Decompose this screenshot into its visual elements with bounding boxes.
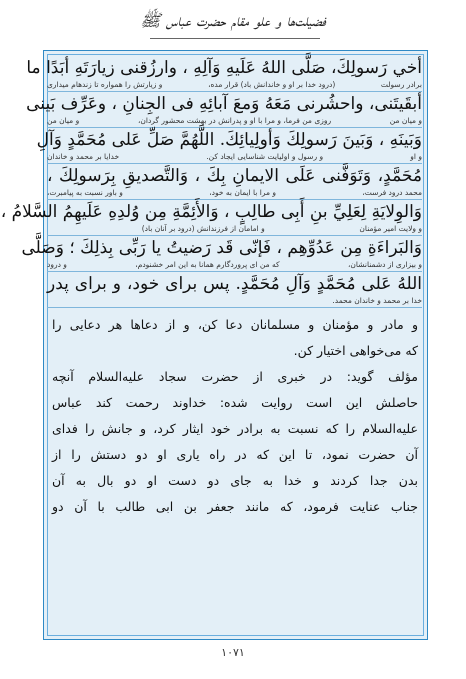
translation-line (47, 188, 422, 200)
translation-segment: محمد درود فرست، (362, 188, 422, 197)
prayer-line-1 (26, 56, 422, 92)
translation-segment: و باور نسبت به پیامبرت، (47, 188, 123, 197)
translation-segment: و میان من (389, 116, 422, 125)
body-line: که می‌خواهی اختیار کن. (293, 343, 418, 358)
body-line: علیه‌السلام را که نسبت به برادر خود ایثار کرد، و جانش را فدای (52, 421, 418, 436)
translation-segment: و او (410, 152, 422, 161)
translation-segment: و امامان از فرزندانش (درود بر آنان باد) (141, 224, 265, 233)
arabic-text: مُحَمَّدٍ، وَتَوَفَّنى عَلَى الايمانِ بِكَ ، وَالتَّصديقِ بِرَسولِكَ ، (47, 166, 422, 186)
translation-segment: و ولایت امیر مؤمنان (359, 224, 422, 233)
translation-line (47, 224, 422, 236)
body-line: و مادر و مؤمنان و مسلمانان دعا کن، و از دعاها هر دعایی را (52, 317, 418, 332)
arabic-text: أبقَيتَنى، واحشُرنى مَعَهُ وَمعَ آبائِهِ فى الجِنانِ ، وعَرِّف بَينى (26, 94, 422, 114)
prayer-line-5 (0, 200, 422, 236)
body-line: مؤلف گوید: در خبری از حضرت سجاد علیه‌السلام آنچه (52, 369, 418, 384)
translation-line (47, 80, 422, 92)
body-paragraph (52, 312, 418, 520)
translation-segment: و بیزاری از دشمنانشان، (347, 260, 422, 269)
translation-segment: و رسول و اولیایت شناسایی ایجاد کن. (206, 152, 324, 161)
translation-line (47, 152, 422, 164)
arabic-text: وَبَينَهِ ، وَبَينَ رَسولِكَ وَأولِيائِكَ. اللَّهُمَّ صَلِّ عَلى مُحَمَّدٍ وَآلِ (36, 130, 422, 150)
page-number: ۱۰۷۱ (221, 646, 245, 659)
translation-segment: برادر رسولت (380, 80, 422, 89)
translation-segment: خدا بر محمد و خاندان محمد. (332, 296, 422, 305)
prayer-line-6 (21, 236, 422, 272)
page-title: فضیلت‌ها و علو مقام حضرت عباس ﷺ (140, 11, 326, 31)
prayer-line-3 (36, 128, 422, 164)
translation-segment: که من ای پروردگارم همانا به این امر خشنودم، (135, 260, 280, 269)
header-rule (150, 38, 320, 39)
body-line: حاصلش این است روایت شده: خداوند رحمت کند عباس (52, 395, 418, 410)
translation-segment: روزی من فرما، و مرا با او و پدرانش در بهشت محشور گردان، (137, 116, 332, 125)
translation-segment: (درود خدا بر او و خاندانش باد) قرار مده، (208, 80, 336, 89)
prayer-line-2 (26, 92, 422, 128)
prayer-line-4 (47, 164, 422, 200)
body-line: جناب عنایت فرمود، که مانند جعفر بن ابی طالب با آن دو (52, 499, 418, 514)
page-header (0, 10, 466, 44)
translation-segment: و درود (47, 260, 67, 269)
body-line: آن حضرت نمود، تا این که در راه یاری او دو دستش را از (52, 447, 418, 462)
translation-segment: و میان من (47, 116, 80, 125)
translation-segment: خدایا بر محمد و خاندان (47, 152, 120, 161)
translation-segment: و مرا با ایمان به خود، (209, 188, 277, 197)
translation-segment: و زیارتش را همواره تا زندهام میداری (47, 80, 163, 89)
arabic-text: وَالبَراءَةِ مِن عَدُوِّهِم ، فَإنّى قَد رَضيتُ يا رَبِّى بِذلِكَ ؛ وَصَلَّى (21, 238, 422, 258)
translation-line (47, 260, 422, 272)
arabic-text: وَالوِلايَةِ لِعَلِيِّ بنِ أَبِى طالِبٍ ، وَالأَئِمَّةِ مِن وُلدِهِ عَلَيهِمُ السَّلامُ ، (0, 202, 422, 222)
arabic-text: أخي رَسولِكَ، صَلَّى اللهُ عَلَيهِ وَآلِهِ ، وارزُقنى زيارَتَهِ أبَدًا ما (26, 58, 422, 78)
prayer-line-7 (47, 272, 422, 308)
arabic-text: اللهُ عَلى مُحَمَّدٍ وَآلِ مُحَمَّدٍ. پس برای خود، و برای پدر (47, 274, 422, 294)
body-line: بدن جدا کردند و خدا به جای دو دست او دو بال به آن (52, 473, 418, 488)
translation-line (47, 296, 422, 308)
translation-line (47, 116, 422, 128)
